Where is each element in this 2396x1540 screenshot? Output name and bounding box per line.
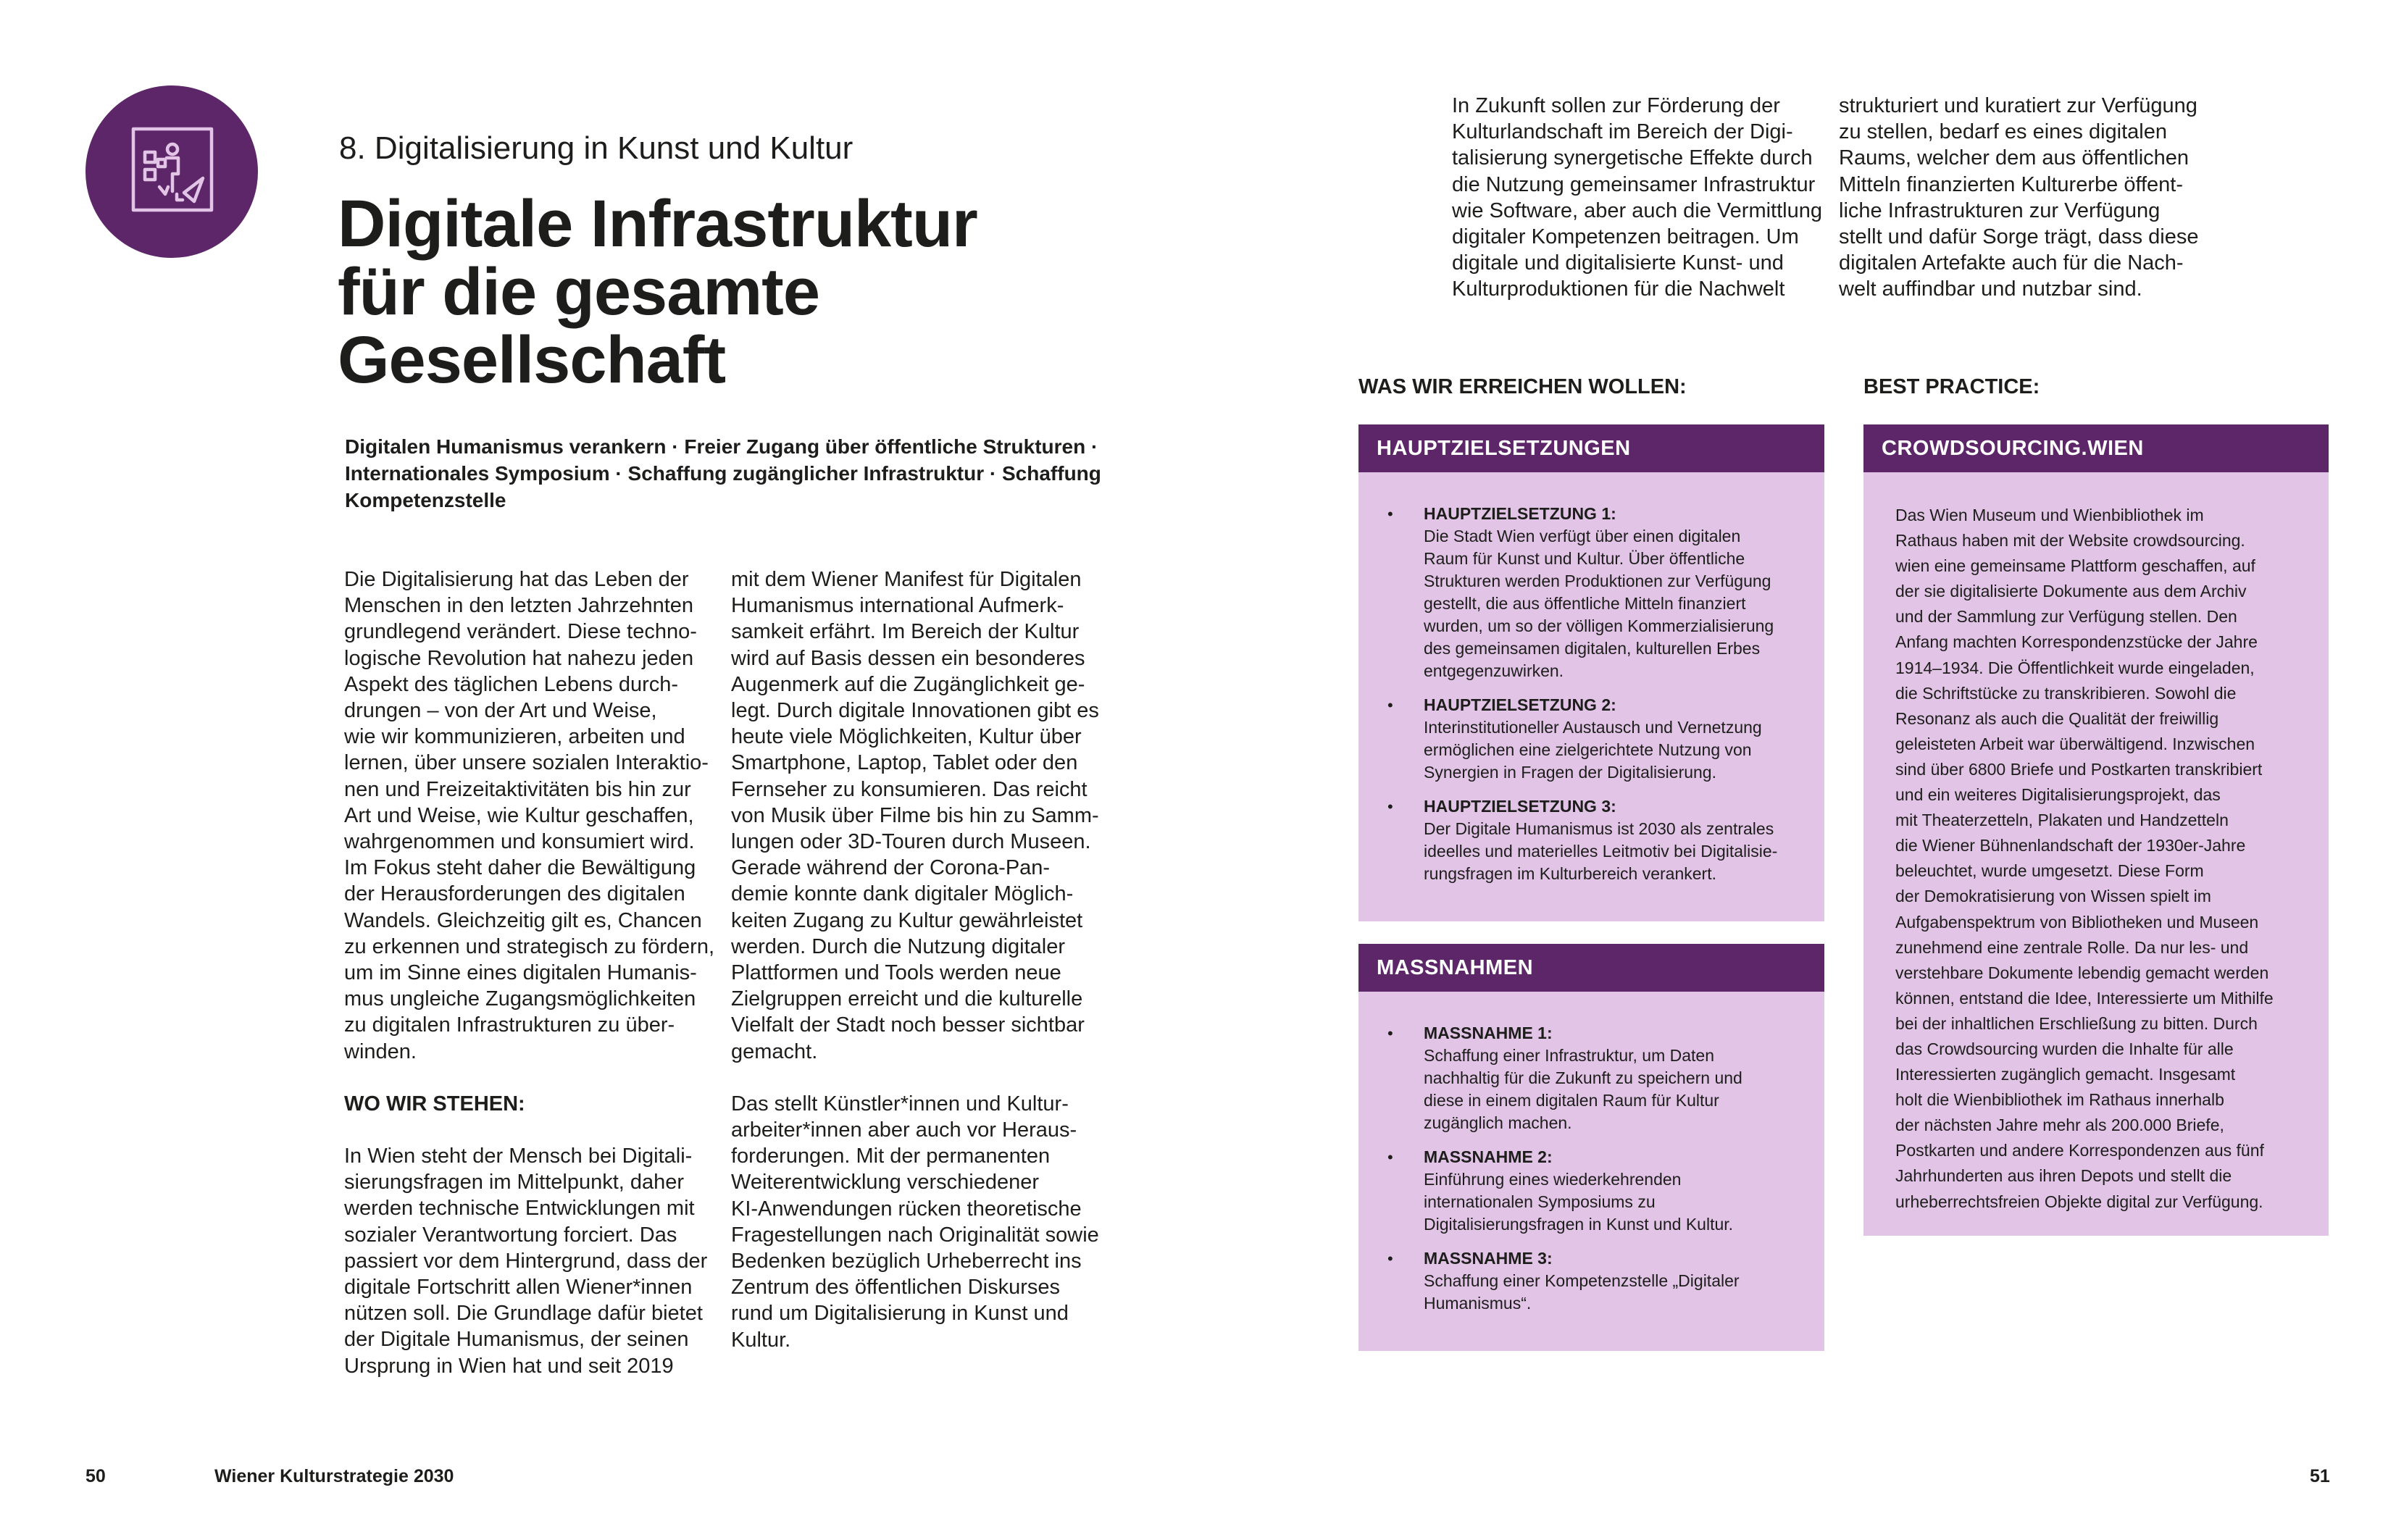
list-item-title: HAUPTZIELSETZUNG 2: — [1424, 695, 1616, 714]
body-column-2 — [731, 566, 1115, 1353]
list-item-text: Schaffung einer Kompetenzstelle „Digitaler Humanismus“. — [1424, 1271, 1740, 1313]
lead-keywords: Digitalen Humanismus verankern · Freier Zugang über öffentliche Strukturen · Internationales Symposium · Schaffung zugänglicher Infrastruktur · Schaffung Kompetenzstelle — [345, 435, 1101, 511]
list-item — [1387, 694, 1795, 784]
goals-list — [1358, 472, 1824, 885]
measures-panel-heading: MASSNAHMEN — [1358, 944, 1824, 992]
measures-panel — [1358, 944, 1824, 1351]
body-paragraph: Das stellt Künstler*innen und Kultur- arbeiter*innen aber auch vor Heraus- forderungen. Mit der permanenten Weiterentwicklung verschiedener KI-Anwendungen rücken theoretische Fragestellungen nach Originalität sowie Bedenken bezüglich Urheberrecht ins Zentrum des öffentlichen Diskurses rund um Digitalisierung in Kunst und Kultur. — [731, 1092, 1099, 1352]
list-item-title: MASSNAHME 3: — [1424, 1249, 1553, 1268]
page-title: Digitale Infrastruktur für die gesamte Gesellschaft — [338, 187, 977, 397]
list-item-text: Die Stadt Wien verfügt über einen digitalen Raum für Kunst und Kultur. Über öffentliche Strukturen werden Produktionen zur Verfügung gestellt, die aus öffentliche Mitteln finanziert wurden, um so der völligen Kommerzialisierung des gemeinsamen digitalen, kulturellen Erbes entgegenzuwirken. — [1424, 527, 1774, 680]
goals-label: WAS WIR ERREICHEN WOLLEN: — [1358, 375, 1687, 398]
list-item-title: HAUPTZIELSETZUNG 1: — [1424, 504, 1616, 523]
digital-culture-icon-graphic — [85, 85, 258, 258]
section-label: 8. Digitalisierung in Kunst und Kultur — [339, 130, 853, 166]
bullet: • — [1387, 696, 1393, 714]
body-paragraph: In Wien steht der Mensch bei Digitali- sierungsfragen im Mittelpunkt, daher werden technische Entwicklungen mit sozialer Verantwortung forciert. Das passiert vor dem Hintergrund, dass der digitale Fortschritt allen Wiener*innen nützen soll. Die Grundlage dafür bietet der Digitale Humanismus, der seinen Ursprung in Wien hat und seit 2019 — [344, 1144, 708, 1378]
list-item — [1387, 503, 1795, 682]
best-practice-text: Das Wien Museum und Wienbibliothek im Rathaus haben mit der Website crowdsourcing. wien eine gemeinsame Plattform geschaffen, auf der sie digitalisierte Dokumente aus dem Archiv und der Sammlung zur Verfügung stellen. Den Anfang machten Korrespondenzstücke der Jahre 1914–1934. Die Öffentlichkeit wurde eingeladen, die Schriftstücke zu transkribieren. Sowohl die Resonanz als auch die Qualität der freiwillig geleisteten Arbeit war überwältigend. Inzwischen sind über 6800 Briefe und Postkarten transkribiert und ein weiteres Digitalisierungsprojekt, das mit Theaterzetteln, Plakaten und Handzetteln die Wiener Bühnenlandschaft der 1930er-Jahre beleuchtet, wurde umgesetzt. Diese Form der Demokratisierung von Wissen spielt im Aufgabenspektrum von Bibliotheken und Museen zunehmend eine zentrale Rolle. Da nur les- und verstehbare Dokumente lebendig gemacht werden können, entstand die Idee, Interessierte um Mithilfe bei der inhaltlichen Erschließung zu bitten. Durch das Crowdsourcing wurden die Inhalte für alle Interessierten zugänglich gemacht. Insgesamt holt die Wienbibliothek im Rathaus innerhalb der nächsten Jahre mehr als 200.000 Briefe, Postkarten und andere Korrespondenzen aus fünf Jahrhunderten aus ihren Depots und stellt die urheberrechtsfreien Objekte digital zur Verfügung. — [1895, 506, 2274, 1211]
list-item-text: Der Digitale Humanismus ist 2030 als zentrales ideelles und materielles Leitmotiv bei Digitalisie- rungsfragen im Kulturbereich verankert. — [1424, 819, 1778, 883]
digital-culture-icon — [85, 85, 258, 258]
body-paragraph: In Zukunft sollen zur Förderung der Kulturlandschaft im Bereich der Digi- talisierung synergetische Effekte durch die Nutzung gemeinsamer Infrastruktur wie Software, aber auch die Vermittlung digitaler Kompetenzen beitragen. Um digitale und digitalisierte Kunst- und Kulturproduktionen für die Nachwelt — [1452, 94, 1822, 301]
goals-panel — [1358, 424, 1824, 921]
body-column-3 — [1452, 93, 1829, 303]
list-item — [1387, 1247, 1795, 1315]
best-practice-label: BEST PRACTICE: — [1863, 375, 2040, 398]
body-paragraph: mit dem Wiener Manifest für Digitalen Humanismus international Aufmerk- samkeit erfährt. Im Bereich der Kultur wird auf Basis dessen ein besonderes Augenmerk auf die Zugänglichkeit ge- legt. Durch digitale Innovationen gibt es heute viele Möglichkeiten, Kultur über Smartphone, Laptop, Tablet oder den Fernseher zu konsumieren. Das reicht von Musik über Filme bis hin zu Samm- lungen oder 3D-Touren durch Museen. Gerade während der Corona-Pan- demie konnte dank digitaler Möglich- keiten Zugang zu Kultur gewährleistet werden. Durch die Nutzung digitaler Plattformen und Tools werden neue Zielgruppen erreicht und die kulturelle Vielfalt der Stadt noch besser sichtbar gemacht. — [731, 568, 1099, 1063]
list-item-title: HAUPTZIELSETZUNG 3: — [1424, 797, 1616, 816]
body-column-1 — [344, 566, 721, 1379]
bullet: • — [1387, 1024, 1393, 1042]
bullet: • — [1387, 1250, 1393, 1268]
bullet: • — [1387, 1148, 1393, 1166]
body-paragraph: strukturiert und kuratiert zur Verfügung zu stellen, bedarf es eines digitalen Raums, welcher dem aus öffentlichen Mitteln finanzierten Kulturerbe öffent- liche Infrastrukturen zur Verfügung stellt und dafür Sorge trägt, dass diese digitalen Artefakte auch für die Nach- welt auffindbar und nutzbar sind. — [1839, 94, 2199, 301]
where-we-stand-heading: WO WIR STEHEN: — [344, 1092, 525, 1116]
body-column-4 — [1839, 93, 2216, 303]
list-item-text: Einführung eines wiederkehrenden internationalen Symposiums zu Digitalisierungsfragen in Kunst und Kultur. — [1424, 1170, 1734, 1234]
body-paragraph: Die Digitalisierung hat das Leben der Menschen in den letzten Jahrzehnten grundlegend verändert. Diese techno- logische Revolution hat nahezu jeden Aspekt des täglichen Lebens durch- drungen – von der Art und Weise, wie wir kommunizieren, arbeiten und lernen, über unsere sozialen Interaktio- nen und Freizeitaktivitäten bis hin zur Art und Weise, wie Kultur geschaffen, wahrgenommen und konsumiert wird. Im Fokus steht daher die Bewältigung der Herausforderungen des digitalen Wandels. Gleichzeitig gilt es, Chancen zu erkennen und strategisch zu fördern, um im Sinne eines digitalen Humanis- mus ungleiche Zugangsmöglichkeiten zu digitalen Infrastrukturen zu über- winden. — [344, 568, 715, 1063]
list-item — [1387, 1022, 1795, 1134]
measures-list — [1358, 992, 1824, 1315]
bullet: • — [1387, 505, 1393, 523]
bullet: • — [1387, 798, 1393, 816]
best-practice-panel — [1863, 424, 2329, 1236]
page-number-left: 50 — [85, 1466, 106, 1486]
list-item-text: Schaffung einer Infrastruktur, um Daten nachhaltig für die Zukunft zu speichern und diese in einem digitalen Raum für Kultur zugänglich machen. — [1424, 1046, 1742, 1132]
best-practice-panel-heading: CROWDSOURCING.WIEN — [1863, 424, 2329, 472]
list-item-title: MASSNAHME 1: — [1424, 1024, 1553, 1042]
list-item-text: Interinstitutioneller Austausch und Vernetzung ermöglichen eine zielgerichtete Nutzung von Synergien in Fragen der Digitalisierung. — [1424, 718, 1762, 782]
list-item — [1387, 1146, 1795, 1236]
goals-panel-heading: HAUPTZIELSETZUNGEN — [1358, 424, 1824, 472]
list-item — [1387, 795, 1795, 885]
list-item-title: MASSNAHME 2: — [1424, 1147, 1553, 1166]
publication-title: Wiener Kulturstrategie 2030 — [214, 1466, 454, 1486]
page-number-right: 51 — [2310, 1466, 2330, 1486]
